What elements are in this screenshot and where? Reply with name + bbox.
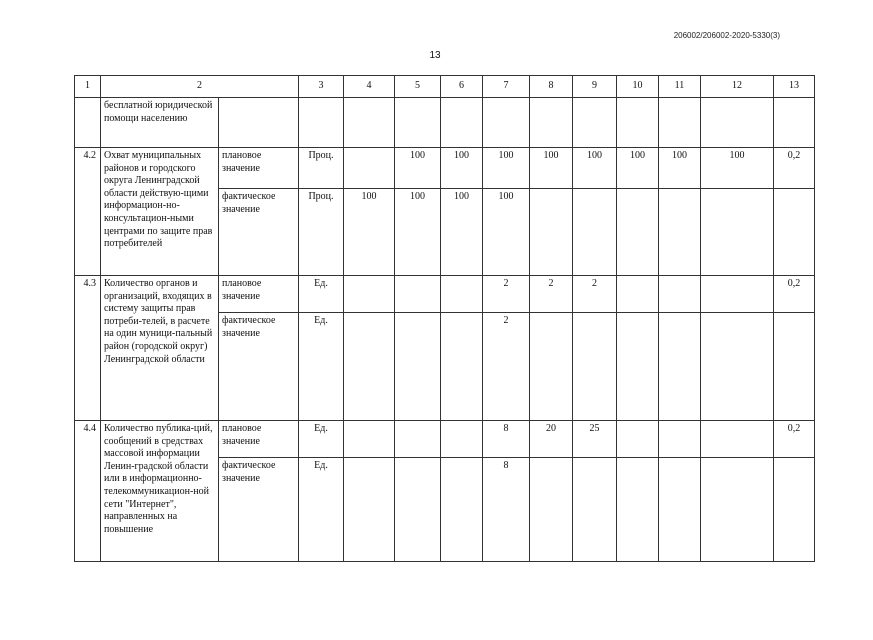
value-cell [344, 313, 395, 421]
value-cell: 100 [395, 148, 441, 189]
indicator-name: бесплатной юридической помощи населению [101, 98, 219, 148]
value-cell: 2 [483, 276, 530, 313]
value-cell [344, 148, 395, 189]
value-cell [344, 458, 395, 562]
value-cell [617, 458, 659, 562]
value-cell [659, 421, 701, 458]
value-cell [530, 313, 573, 421]
header-cell: 10 [617, 76, 659, 98]
value-cell [617, 189, 659, 276]
value-cell: 8 [483, 458, 530, 562]
value-cell [530, 189, 573, 276]
weight-cell [774, 458, 815, 562]
weight-cell: 0,2 [774, 421, 815, 458]
table-row-continuation [75, 98, 815, 148]
document-id: 206002/206002-2020-5330(3) [673, 31, 780, 40]
weight-cell: 0,2 [774, 276, 815, 313]
value-cell [617, 313, 659, 421]
value-cell [441, 313, 483, 421]
value-cell [659, 189, 701, 276]
value-cell: 2 [573, 276, 617, 313]
value-cell [659, 458, 701, 562]
unit: Проц. [299, 148, 344, 189]
header-cell: 7 [483, 76, 530, 98]
value-cell: 100 [701, 148, 774, 189]
weight-cell [774, 313, 815, 421]
value-cell: 100 [441, 148, 483, 189]
value-cell [701, 458, 774, 562]
value-cell [441, 421, 483, 458]
indicator-name: Количество органов и организаций, входящих в систему защиты прав потреби-телей, в расчете на один муници-пальный район (городской округ) Ленинградской области [101, 276, 219, 421]
header-cell: 1 [75, 76, 101, 98]
value-cell: 100 [483, 148, 530, 189]
table-row-4-3-plan [75, 276, 815, 313]
table-row-4-2-plan [75, 148, 815, 189]
value-cell [441, 458, 483, 562]
header-cell: 9 [573, 76, 617, 98]
value-cell [395, 276, 441, 313]
unit: Проц. [299, 189, 344, 276]
header-cell: 4 [344, 76, 395, 98]
value-cell [659, 313, 701, 421]
row-number [75, 98, 101, 148]
unit: Ед. [299, 313, 344, 421]
value-cell: 8 [483, 421, 530, 458]
header-cell: 2 [101, 76, 299, 98]
header-cell: 3 [299, 76, 344, 98]
value-cell [395, 458, 441, 562]
value-cell: 100 [530, 148, 573, 189]
value-cell [395, 421, 441, 458]
value-cell: 25 [573, 421, 617, 458]
value-cell: 100 [573, 148, 617, 189]
header-cell: 11 [659, 76, 701, 98]
value-type: плановое значение [219, 148, 299, 189]
value-cell: 100 [344, 189, 395, 276]
value-cell: 2 [483, 313, 530, 421]
indicators-table [74, 75, 815, 562]
row-number: 4.4 [75, 421, 101, 562]
value-type: фактическое значение [219, 458, 299, 562]
value-cell: 2 [530, 276, 573, 313]
value-cell [701, 421, 774, 458]
value-cell [441, 276, 483, 313]
value-cell [344, 421, 395, 458]
unit: Ед. [299, 421, 344, 458]
page-number: 13 [429, 50, 441, 61]
value-cell: 20 [530, 421, 573, 458]
unit [299, 98, 344, 148]
value-cell [701, 276, 774, 313]
indicator-name: Охват муниципальных районов и городского округа Ленинградской области действую-щими информацион-но-консультацион-ными центрами по защите прав потребителей [101, 148, 219, 276]
value-type: фактическое значение [219, 313, 299, 421]
weight-cell: 0,2 [774, 148, 815, 189]
value-cell [573, 189, 617, 276]
value-cell [573, 458, 617, 562]
value-cell: 100 [483, 189, 530, 276]
value-cell: 100 [395, 189, 441, 276]
value-cell [617, 276, 659, 313]
indicator-name: Количество публика-ций, сообщений в средствах массовой информации Ленин-градской области или в информационно-телекоммуникацион-ной сети "Интернет", направленных на повышение [101, 421, 219, 562]
value-cell [395, 313, 441, 421]
header-cell: 5 [395, 76, 441, 98]
value-type: плановое значение [219, 421, 299, 458]
value-cell: 100 [659, 148, 701, 189]
value-type: плановое значение [219, 276, 299, 313]
value-cell: 100 [617, 148, 659, 189]
value-cell [659, 276, 701, 313]
weight-cell [774, 189, 815, 276]
value-cell [701, 313, 774, 421]
table-header-row [75, 76, 815, 98]
unit: Ед. [299, 276, 344, 313]
row-number: 4.3 [75, 276, 101, 421]
value-cell [573, 313, 617, 421]
value-cell [701, 189, 774, 276]
header-cell: 12 [701, 76, 774, 98]
value-cell: 100 [441, 189, 483, 276]
row-number: 4.2 [75, 148, 101, 276]
header-cell: 8 [530, 76, 573, 98]
header-cell: 6 [441, 76, 483, 98]
value-type: фактическое значение [219, 189, 299, 276]
header-cell: 13 [774, 76, 815, 98]
value-cell [617, 421, 659, 458]
value-cell [344, 276, 395, 313]
value-cell [530, 458, 573, 562]
value-type [219, 98, 299, 148]
unit: Ед. [299, 458, 344, 562]
table-row-4-4-plan [75, 421, 815, 458]
